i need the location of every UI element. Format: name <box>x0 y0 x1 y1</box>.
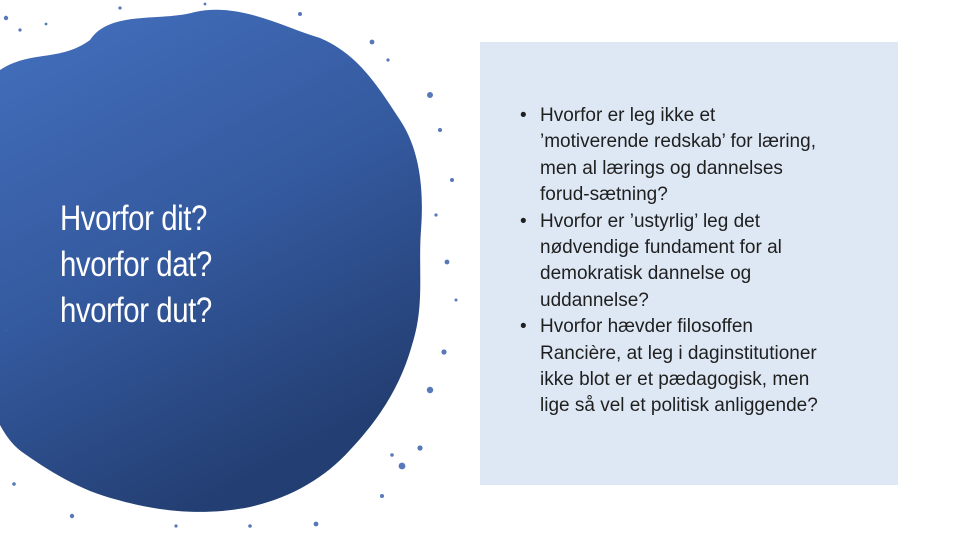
bullet-text: ikke blot er et pædagogisk, men <box>540 369 810 391</box>
title-line: hvorfor dat? <box>60 245 212 284</box>
bullet-text: lige så vel et politisk anliggende? <box>540 395 818 417</box>
bullet-text: Hvorfor er leg ikke et <box>540 105 716 126</box>
bullet-text: demokratisk dannelse og <box>540 263 752 285</box>
bullet-item <box>520 209 892 315</box>
bullet-text: nødvendige fundament for al <box>540 237 782 259</box>
bullet-text: Hvorfor er ’ustyrlig’ leg det <box>540 210 760 232</box>
text-panel <box>480 42 898 485</box>
title-line: hvorfor dut? <box>60 291 212 330</box>
bullet-dot: • <box>520 316 527 338</box>
bullet-text: forud-sætning? <box>540 184 668 206</box>
bullet-text: uddannelse? <box>540 289 649 311</box>
bullet-item <box>520 103 892 209</box>
bullet-text: Hvorfor hævder filosoffen <box>540 316 753 338</box>
bullet-dot: • <box>520 105 527 126</box>
bullet-text: Rancière, at leg i daginstitutioner <box>540 342 817 364</box>
bullet-dot: • <box>520 210 527 232</box>
bullet-list <box>520 103 892 420</box>
title-line: Hvorfor dit? <box>60 199 207 238</box>
bullet-item <box>520 314 892 420</box>
bullet-text: ’motiverende redskab’ for læring, <box>540 131 816 153</box>
bullet-text: men al lærings og dannelses <box>540 157 783 179</box>
slide-title <box>60 196 312 334</box>
